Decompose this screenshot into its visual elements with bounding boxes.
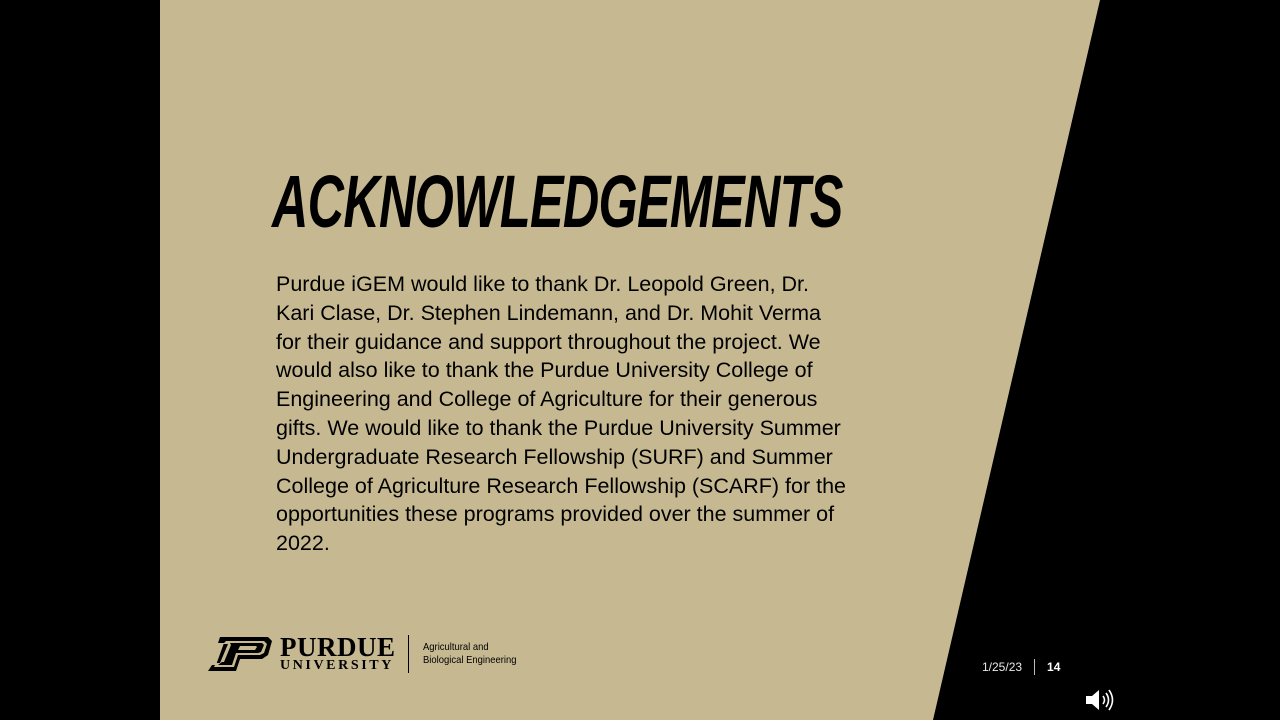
slide-page-number: 14 (1047, 660, 1061, 674)
slide-title: ACKNOWLEDGEMENTS (272, 160, 843, 243)
purdue-p-logo-icon (206, 635, 274, 673)
logo-university-text: UNIVERSITY (280, 658, 394, 673)
department-line-1: Agricultural and (422, 641, 489, 653)
department-name (423, 641, 517, 667)
slide-footer (982, 658, 1060, 676)
purdue-wordmark (280, 632, 396, 673)
acknowledgement-body-text: Purdue iGEM would like to thank Dr. Leopold Green, Dr. Kari Clase, Dr. Stephen Lindemann, and Dr. Mohit Verma for their guidance and support throughout the project. We would also like to thank the Purdue University College of Engineering and College of Agriculture for their generous gifts. We would like to thank the Purdue University Summer Undergraduate Research Fellowship (SURF) and Summer College of Agriculture Research Fellowship (SCARF) for the opportunities these programs provided over the summer of 2022. (276, 272, 846, 556)
slide (160, 0, 1120, 720)
speaker-volume-icon[interactable] (1084, 686, 1118, 714)
purdue-logo (206, 634, 526, 674)
logo-purdue-text: PURDUE (280, 632, 396, 662)
department-line-2: Biological Engineering (422, 654, 517, 666)
logo-divider (408, 635, 409, 673)
slide-date: 1/25/23 (982, 660, 1023, 674)
footer-divider (1034, 659, 1035, 675)
